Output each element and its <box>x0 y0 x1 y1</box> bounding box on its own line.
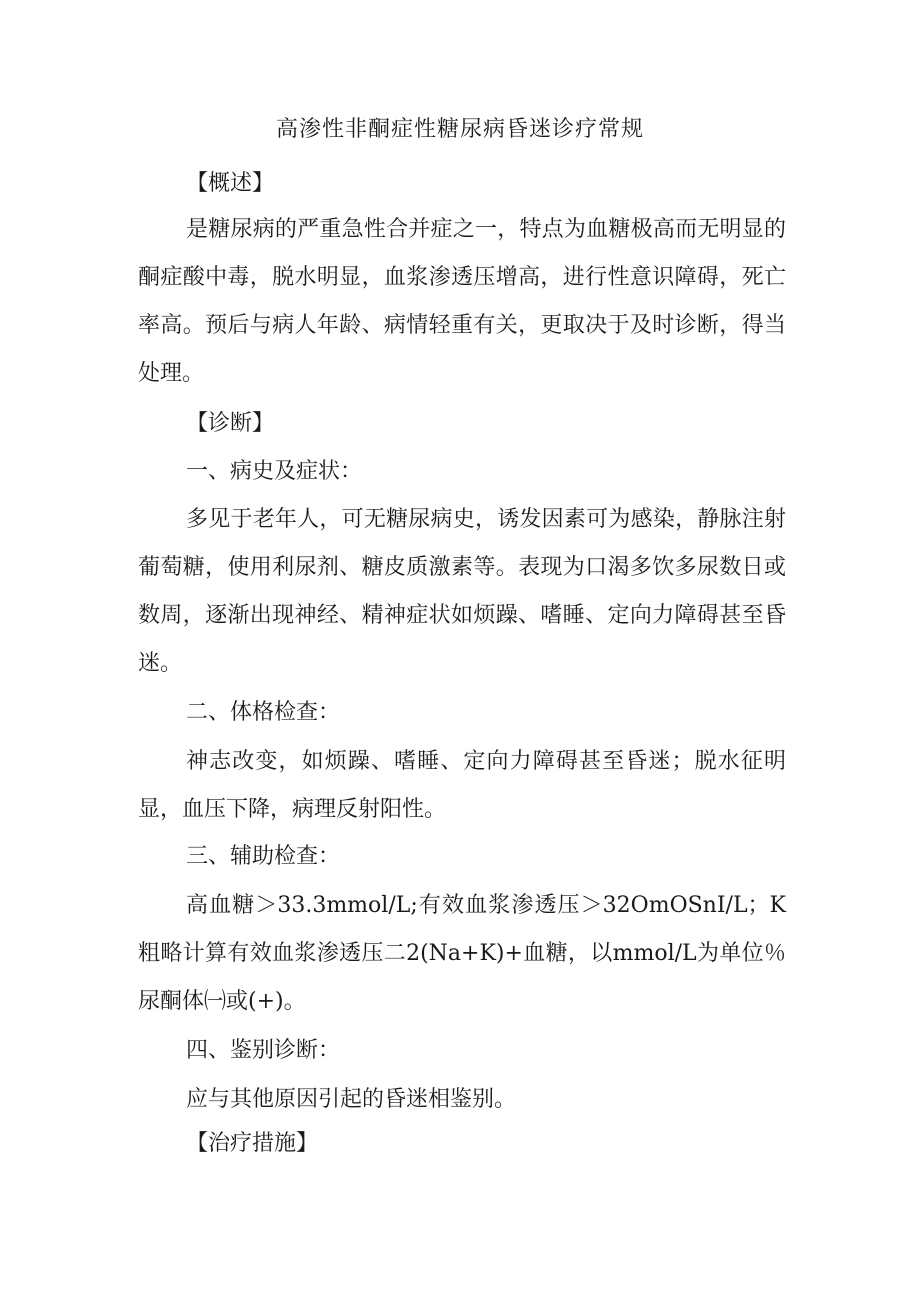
aux-subheading: 三、辅助检查： <box>186 844 341 869</box>
exam-paragraph: 神志改变，如烦躁、嗜睡、定向力障碍甚至昏迷；脱水征明显，血压下降，病理反射阳性。 <box>138 749 786 822</box>
treatment-heading: 【治疗措施】 <box>186 1131 319 1156</box>
history-subheading: 一、病史及症状： <box>186 459 363 484</box>
differential-paragraph: 应与其他原因引起的昏迷相鉴别。 <box>186 1087 517 1112</box>
aux-paragraph: 高血糖＞33.3mmol/L;有效血浆渗透压＞32OmOSnI/L；K粗略计算有效血浆渗透压二2(Na+K)+血糖，以mmol/L为单位％尿酮体㈠或(+)。 <box>138 893 786 1014</box>
exam-subheading: 二、体格检查： <box>186 700 341 725</box>
diagnosis-heading: 【诊断】 <box>186 411 275 436</box>
document-title: 高渗性非酮症性糖尿病昏迷诊疗常规 <box>275 117 644 142</box>
history-paragraph: 多见于老年人，可无糖尿病史，诱发因素可为感染，静脉注射葡萄糖，使用利尿剂、糖皮质激素等。表现为口渴多饮多尿数日或数周，逐渐出现神经、精神症状如烦躁、嗜睡、定向力障碍甚至昏迷。 <box>138 507 786 676</box>
differential-subheading: 四、鉴别诊断： <box>186 1038 341 1063</box>
overview-paragraph: 是糖尿病的严重急性合并症之一，特点为血糖极高而无明显的酮症酸中毒，脱水明显，血浆渗透压增高，进行性意识障碍，死亡率高。预后与病人年龄、病情轻重有关，更取决于及时诊断，得当处理。 <box>138 217 786 386</box>
overview-heading: 【概述】 <box>186 171 275 196</box>
